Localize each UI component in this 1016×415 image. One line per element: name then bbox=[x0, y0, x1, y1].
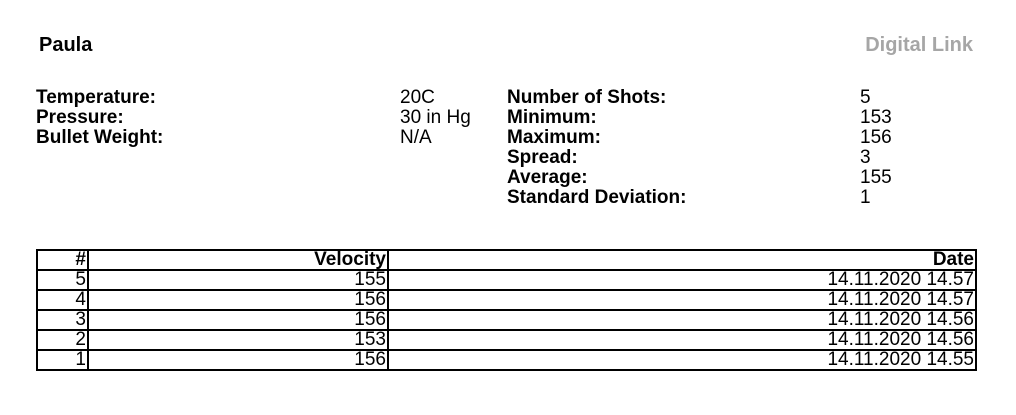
spread-label: Spread: bbox=[507, 147, 578, 168]
maximum-value: 156 bbox=[860, 127, 892, 148]
velocity-cell: 155 bbox=[88, 270, 388, 290]
table-row bbox=[37, 310, 976, 330]
number-of-shots-label: Number of Shots: bbox=[507, 87, 667, 108]
bullet-weight-label: Bullet Weight: bbox=[36, 127, 164, 148]
shot-number-cell: 3 bbox=[37, 310, 88, 330]
shot-number-cell: 5 bbox=[37, 270, 88, 290]
table-row bbox=[37, 290, 976, 310]
statistics-labels bbox=[507, 88, 686, 208]
temperature-label: Temperature: bbox=[36, 87, 157, 108]
table-header-row bbox=[37, 250, 976, 270]
statistics-values bbox=[860, 88, 892, 208]
temperature-value: 20C bbox=[400, 87, 435, 108]
page-title: Paula bbox=[39, 34, 93, 56]
bullet-weight-value: N/A bbox=[400, 127, 432, 148]
date-cell: 14.11.2020 14.55 bbox=[388, 350, 976, 370]
shot-number-cell: 2 bbox=[37, 330, 88, 350]
minimum-label: Minimum: bbox=[507, 107, 597, 128]
brand-label: Digital Link bbox=[865, 34, 973, 56]
date-cell: 14.11.2020 14.56 bbox=[388, 310, 976, 330]
conditions-values bbox=[400, 88, 471, 148]
maximum-label: Maximum: bbox=[507, 127, 601, 148]
shot-number-cell: 4 bbox=[37, 290, 88, 310]
spread-value: 3 bbox=[860, 147, 871, 168]
conditions-labels bbox=[36, 88, 163, 148]
average-value: 155 bbox=[860, 167, 892, 188]
pressure-value: 30 in Hg bbox=[400, 107, 471, 128]
column-header-number: # bbox=[37, 250, 88, 270]
date-cell: 14.11.2020 14.56 bbox=[388, 330, 976, 350]
shots-table bbox=[36, 249, 977, 371]
column-header-velocity: Velocity bbox=[88, 250, 388, 270]
date-cell: 14.11.2020 14.57 bbox=[388, 290, 976, 310]
standard-deviation-label: Standard Deviation: bbox=[507, 187, 687, 208]
standard-deviation-value: 1 bbox=[860, 187, 871, 208]
velocity-cell: 153 bbox=[88, 330, 388, 350]
pressure-label: Pressure: bbox=[36, 107, 124, 128]
velocity-cell: 156 bbox=[88, 290, 388, 310]
minimum-value: 153 bbox=[860, 107, 892, 128]
velocity-cell: 156 bbox=[88, 310, 388, 330]
average-label: Average: bbox=[507, 167, 588, 188]
column-header-date: Date bbox=[388, 250, 976, 270]
table-row bbox=[37, 270, 976, 290]
date-cell: 14.11.2020 14.57 bbox=[388, 270, 976, 290]
shot-number-cell: 1 bbox=[37, 350, 88, 370]
table-row bbox=[37, 350, 976, 370]
velocity-cell: 156 bbox=[88, 350, 388, 370]
number-of-shots-value: 5 bbox=[860, 87, 871, 108]
table-row bbox=[37, 330, 976, 350]
